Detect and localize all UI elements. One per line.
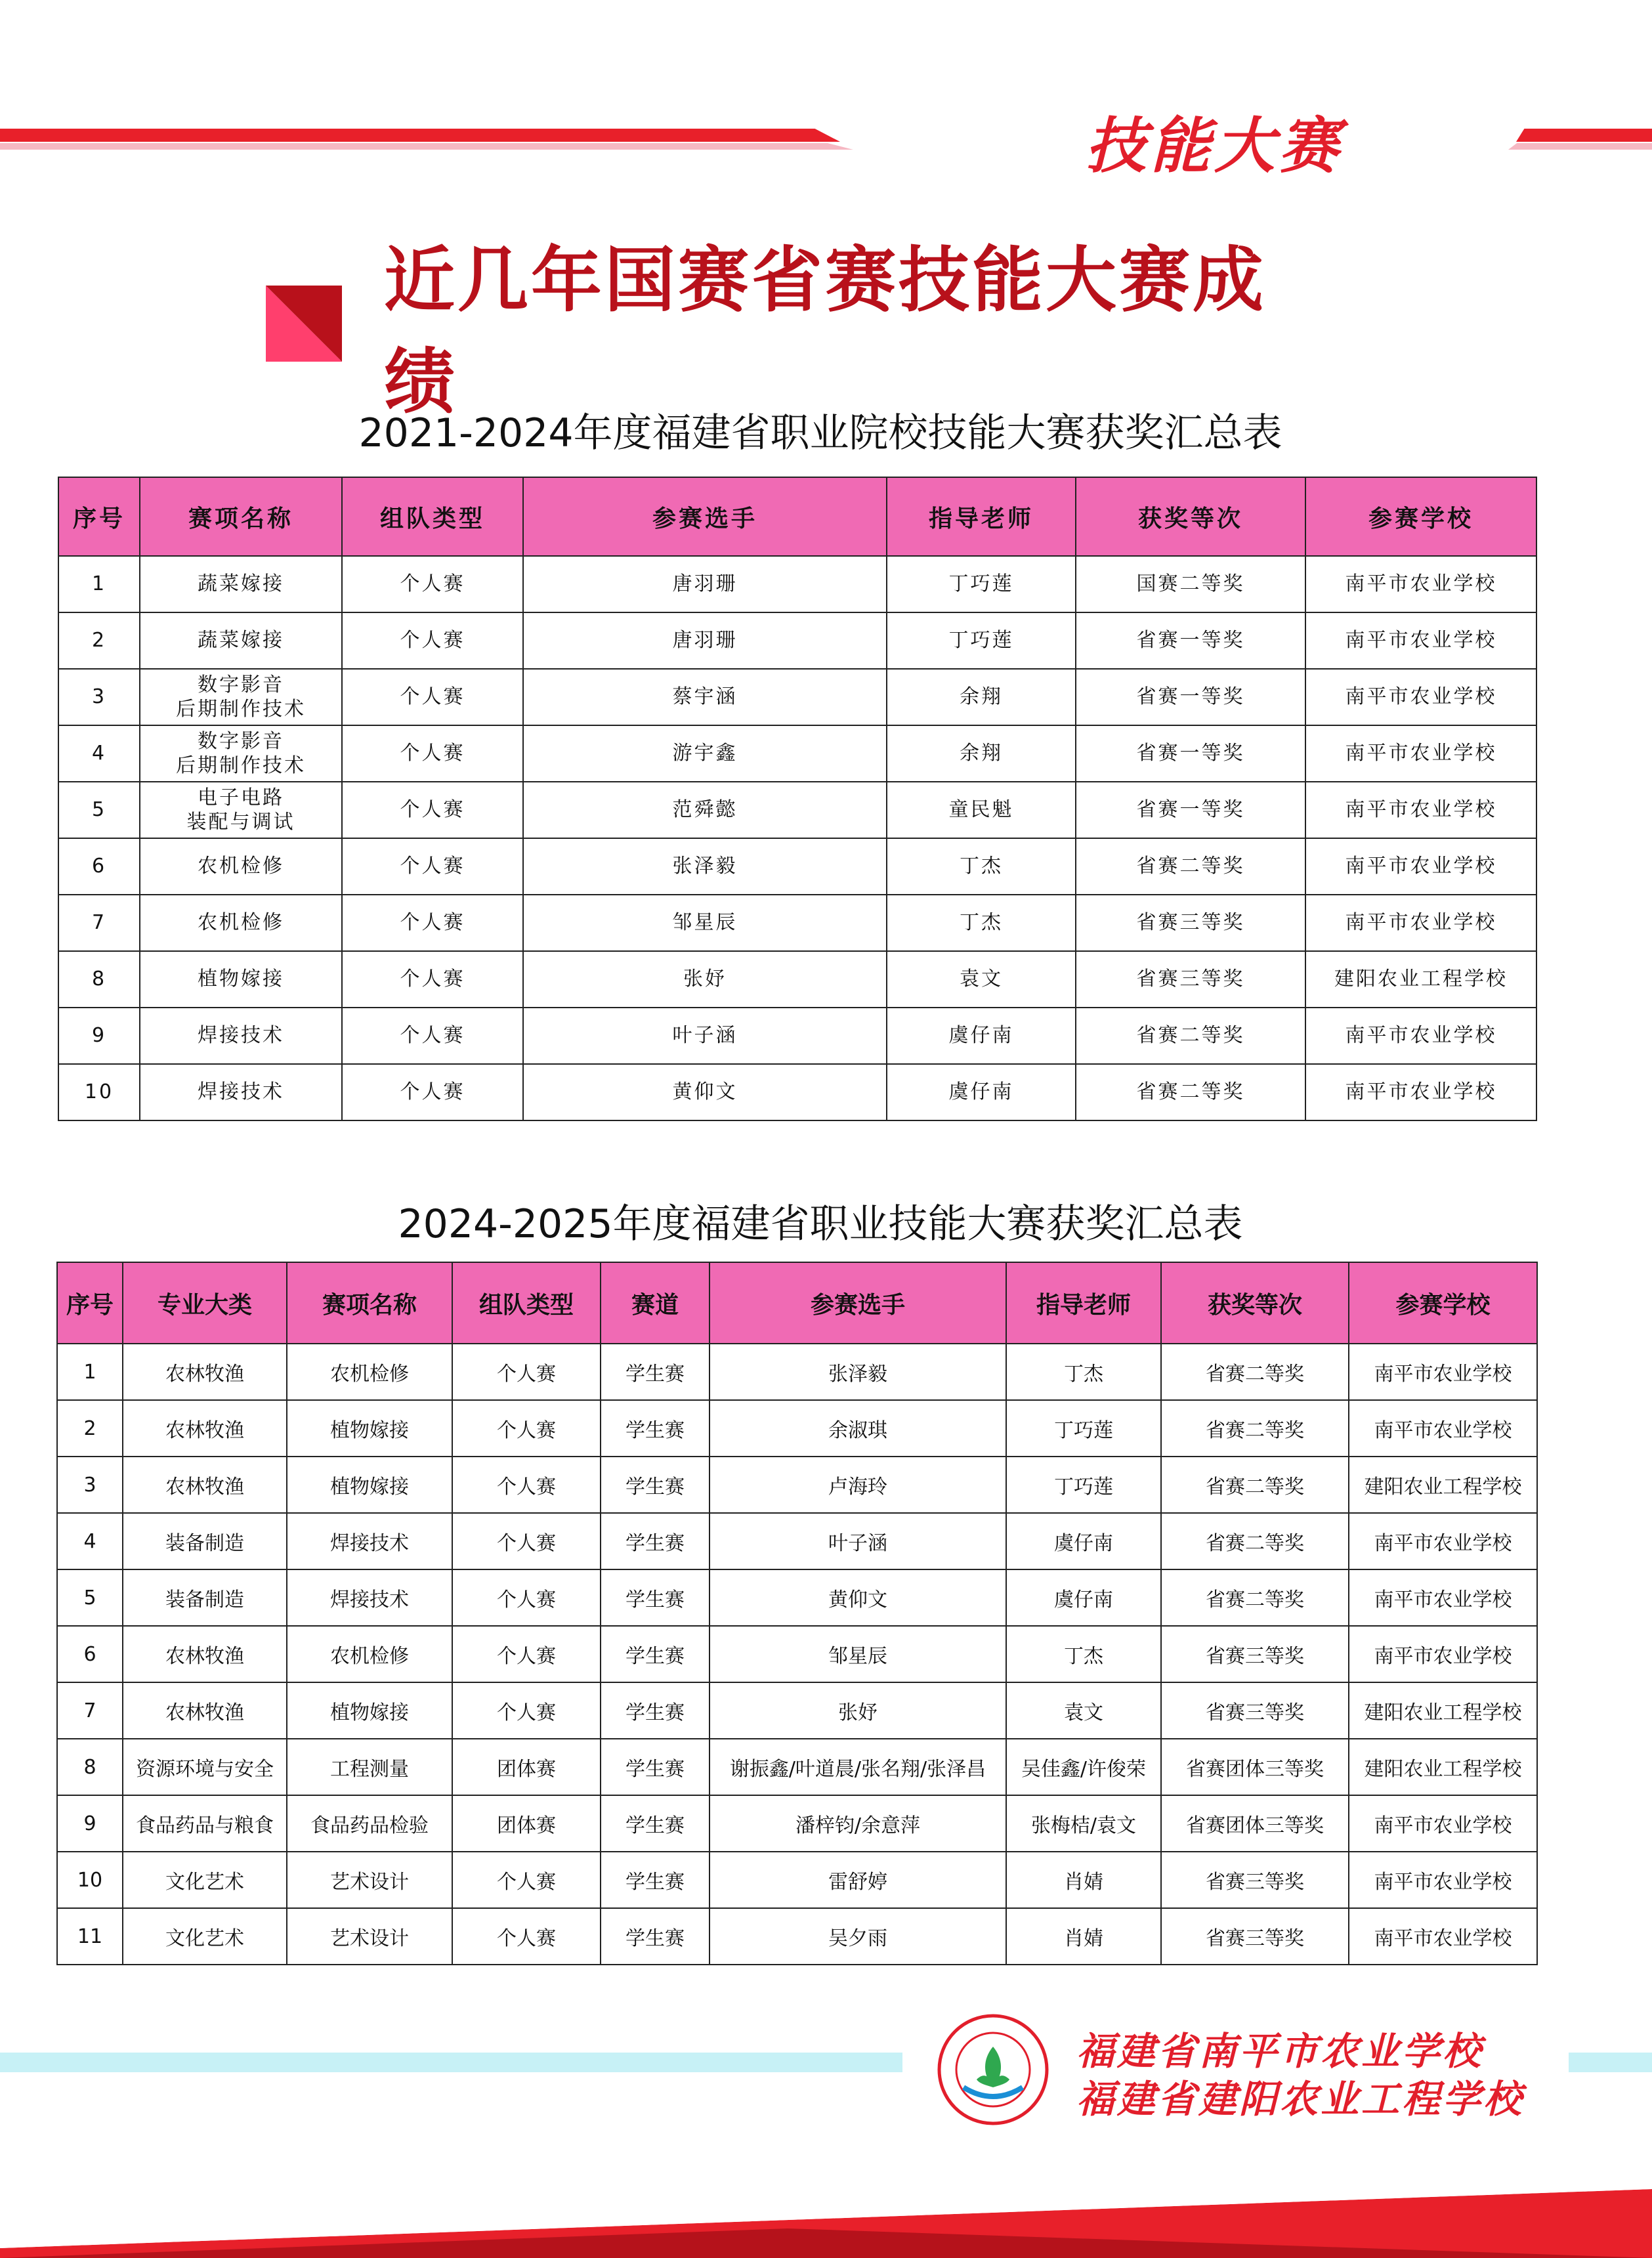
cell-award: 省赛团体三等奖 bbox=[1161, 1739, 1349, 1795]
cell-player: 游宇鑫 bbox=[523, 725, 887, 782]
cell-teacher: 吴佳鑫/许俊荣 bbox=[1006, 1739, 1161, 1795]
cell-track: 学生赛 bbox=[601, 1626, 710, 1682]
cell-player: 张泽毅 bbox=[523, 838, 887, 895]
cell-award: 省赛一等奖 bbox=[1076, 782, 1305, 838]
cell-player: 叶子涵 bbox=[523, 1008, 887, 1064]
cell-teacher: 肖婧 bbox=[1006, 1908, 1161, 1965]
cell-event: 植物嫁接 bbox=[287, 1400, 452, 1457]
cell-event: 食品药品检验 bbox=[287, 1795, 452, 1852]
table2-caption: 2024-2025年度福建省职业技能大赛获奖汇总表 bbox=[398, 1201, 1243, 1247]
cell-player: 邹星辰 bbox=[710, 1626, 1006, 1682]
cell-event-line1: 数字影音 bbox=[198, 729, 284, 753]
cell-player: 张泽毅 bbox=[710, 1344, 1006, 1400]
awards-table-2024-2025 bbox=[56, 1262, 1538, 1965]
column-header: 序号 bbox=[58, 477, 140, 556]
cell-category: 农林牧渔 bbox=[123, 1626, 287, 1682]
cell-no: 2 bbox=[58, 612, 140, 669]
cell-no: 4 bbox=[57, 1513, 123, 1569]
cell-player: 范舜懿 bbox=[523, 782, 887, 838]
cell-player: 余淑琪 bbox=[710, 1400, 1006, 1457]
cell-school: 建阳农业工程学校 bbox=[1349, 1682, 1537, 1739]
cell-school: 南平市农业学校 bbox=[1349, 1513, 1537, 1569]
bottom-stripe-left bbox=[0, 2053, 902, 2072]
cell-event-line1: 焊接技术 bbox=[198, 1080, 284, 1104]
column-header: 参赛学校 bbox=[1305, 477, 1536, 556]
cell-award: 省赛一等奖 bbox=[1076, 669, 1305, 725]
cell-track: 学生赛 bbox=[601, 1344, 710, 1400]
cell-award: 省赛二等奖 bbox=[1161, 1400, 1349, 1457]
cell-type: 个人赛 bbox=[452, 1457, 601, 1513]
cell-award: 省赛二等奖 bbox=[1161, 1457, 1349, 1513]
cell-award: 省赛三等奖 bbox=[1161, 1626, 1349, 1682]
cell-event bbox=[140, 838, 342, 895]
cell-category: 装备制造 bbox=[123, 1569, 287, 1626]
column-header: 参赛选手 bbox=[523, 477, 887, 556]
cell-event bbox=[140, 895, 342, 951]
cell-no: 9 bbox=[57, 1795, 123, 1852]
column-header: 指导老师 bbox=[887, 477, 1076, 556]
cell-event: 焊接技术 bbox=[287, 1569, 452, 1626]
cell-event-line1: 数字影音 bbox=[198, 673, 284, 696]
cell-type: 个人赛 bbox=[452, 1569, 601, 1626]
cell-player: 黄仰文 bbox=[710, 1569, 1006, 1626]
cell-event bbox=[140, 1008, 342, 1064]
cell-event bbox=[140, 951, 342, 1008]
cell-type: 团体赛 bbox=[452, 1795, 601, 1852]
cell-event-line1: 焊接技术 bbox=[198, 1024, 284, 1048]
cell-player: 卢海玲 bbox=[710, 1457, 1006, 1513]
cell-event-line2: 后期制作技术 bbox=[176, 754, 306, 777]
cell-no: 7 bbox=[58, 895, 140, 951]
cell-no: 1 bbox=[57, 1344, 123, 1400]
cell-school: 南平市农业学校 bbox=[1349, 1569, 1537, 1626]
cell-no: 10 bbox=[58, 1064, 140, 1120]
cell-player: 唐羽珊 bbox=[523, 556, 887, 612]
table-row bbox=[58, 1064, 1536, 1120]
cell-school: 南平市农业学校 bbox=[1305, 725, 1536, 782]
cell-no: 6 bbox=[57, 1626, 123, 1682]
cell-school: 南平市农业学校 bbox=[1305, 556, 1536, 612]
cell-award: 省赛二等奖 bbox=[1076, 1008, 1305, 1064]
cell-event: 焊接技术 bbox=[287, 1513, 452, 1569]
column-header: 赛项名称 bbox=[287, 1262, 452, 1344]
cell-event bbox=[140, 782, 342, 838]
cell-type: 个人赛 bbox=[342, 895, 523, 951]
cell-school: 建阳农业工程学校 bbox=[1349, 1457, 1537, 1513]
table-row bbox=[57, 1457, 1537, 1513]
cell-track: 学生赛 bbox=[601, 1908, 710, 1965]
cell-event bbox=[140, 612, 342, 669]
cell-award: 省赛二等奖 bbox=[1161, 1569, 1349, 1626]
table-row bbox=[57, 1739, 1537, 1795]
school-name-1: 福建省南平市农业学校 bbox=[1076, 2029, 1484, 2074]
cell-event bbox=[140, 1064, 342, 1120]
cell-track: 学生赛 bbox=[601, 1569, 710, 1626]
cell-event: 艺术设计 bbox=[287, 1852, 452, 1908]
awards-table-2021-2024 bbox=[58, 477, 1537, 1121]
cell-track: 学生赛 bbox=[601, 1739, 710, 1795]
column-header: 赛道 bbox=[601, 1262, 710, 1344]
cell-teacher: 肖婧 bbox=[1006, 1852, 1161, 1908]
cell-no: 10 bbox=[57, 1852, 123, 1908]
cell-event bbox=[140, 556, 342, 612]
cell-no: 7 bbox=[57, 1682, 123, 1739]
school-logo-icon bbox=[937, 2014, 1049, 2125]
cell-type: 个人赛 bbox=[452, 1908, 601, 1965]
cell-teacher: 丁巧莲 bbox=[887, 612, 1076, 669]
cell-type: 个人赛 bbox=[342, 951, 523, 1008]
cell-teacher: 余翔 bbox=[887, 725, 1076, 782]
cell-teacher: 丁巧莲 bbox=[1006, 1400, 1161, 1457]
column-header: 组队类型 bbox=[452, 1262, 601, 1344]
cell-event bbox=[140, 669, 342, 725]
table-row bbox=[57, 1626, 1537, 1682]
column-header: 赛项名称 bbox=[140, 477, 342, 556]
table1-caption: 2021-2024年度福建省职业院校技能大赛获奖汇总表 bbox=[358, 410, 1282, 456]
cell-type: 个人赛 bbox=[342, 838, 523, 895]
column-header: 指导老师 bbox=[1006, 1262, 1161, 1344]
table-row bbox=[58, 838, 1536, 895]
table-row bbox=[57, 1682, 1537, 1739]
cell-school: 南平市农业学校 bbox=[1349, 1400, 1537, 1457]
column-header: 参赛学校 bbox=[1349, 1262, 1537, 1344]
cell-school: 南平市农业学校 bbox=[1349, 1626, 1537, 1682]
cell-school: 建阳农业工程学校 bbox=[1349, 1739, 1537, 1795]
cell-player: 蔡宇涵 bbox=[523, 669, 887, 725]
table-row bbox=[58, 1008, 1536, 1064]
cell-school: 建阳农业工程学校 bbox=[1305, 951, 1536, 1008]
cell-type: 个人赛 bbox=[452, 1344, 601, 1400]
cell-type: 个人赛 bbox=[452, 1513, 601, 1569]
cell-award: 省赛二等奖 bbox=[1076, 838, 1305, 895]
table-row bbox=[58, 612, 1536, 669]
cell-teacher: 丁杰 bbox=[1006, 1626, 1161, 1682]
cell-teacher: 虞仔南 bbox=[887, 1008, 1076, 1064]
cell-type: 个人赛 bbox=[342, 1064, 523, 1120]
cell-award: 省赛三等奖 bbox=[1076, 951, 1305, 1008]
cell-no: 8 bbox=[58, 951, 140, 1008]
cell-event-line2: 装配与调试 bbox=[186, 811, 295, 834]
cell-no: 5 bbox=[58, 782, 140, 838]
cell-event: 农机检修 bbox=[287, 1344, 452, 1400]
cell-track: 学生赛 bbox=[601, 1682, 710, 1739]
cell-teacher: 丁杰 bbox=[887, 895, 1076, 951]
cell-type: 个人赛 bbox=[342, 612, 523, 669]
cell-school: 南平市农业学校 bbox=[1305, 669, 1536, 725]
cell-award: 国赛二等奖 bbox=[1076, 556, 1305, 612]
cell-teacher: 袁文 bbox=[887, 951, 1076, 1008]
section-tag-title: 技能大赛 bbox=[1085, 110, 1343, 181]
cell-award: 省赛二等奖 bbox=[1161, 1344, 1349, 1400]
cell-player: 黄仰文 bbox=[523, 1064, 887, 1120]
cell-school: 南平市农业学校 bbox=[1349, 1908, 1537, 1965]
cell-school: 南平市农业学校 bbox=[1349, 1852, 1537, 1908]
table-row bbox=[57, 1852, 1537, 1908]
cell-school: 南平市农业学校 bbox=[1305, 895, 1536, 951]
cell-category: 农林牧渔 bbox=[123, 1457, 287, 1513]
cell-type: 个人赛 bbox=[342, 782, 523, 838]
cell-teacher: 丁巧莲 bbox=[1006, 1457, 1161, 1513]
cell-no: 4 bbox=[58, 725, 140, 782]
cell-type: 个人赛 bbox=[342, 1008, 523, 1064]
cell-player: 叶子涵 bbox=[710, 1513, 1006, 1569]
cell-type: 个人赛 bbox=[452, 1682, 601, 1739]
cell-type: 团体赛 bbox=[452, 1739, 601, 1795]
cell-no: 3 bbox=[58, 669, 140, 725]
cell-award: 省赛三等奖 bbox=[1161, 1682, 1349, 1739]
table-row bbox=[58, 951, 1536, 1008]
table-row bbox=[57, 1400, 1537, 1457]
table-row bbox=[57, 1569, 1537, 1626]
cell-school: 南平市农业学校 bbox=[1305, 1064, 1536, 1120]
bottom-stripe-right bbox=[1569, 2053, 1652, 2072]
cell-track: 学生赛 bbox=[601, 1400, 710, 1457]
cell-award: 省赛三等奖 bbox=[1076, 895, 1305, 951]
cell-player: 邹星辰 bbox=[523, 895, 887, 951]
cell-track: 学生赛 bbox=[601, 1852, 710, 1908]
cell-teacher: 余翔 bbox=[887, 669, 1076, 725]
cell-teacher: 虞仔南 bbox=[1006, 1513, 1161, 1569]
cell-no: 5 bbox=[57, 1569, 123, 1626]
cell-track: 学生赛 bbox=[601, 1513, 710, 1569]
table-row bbox=[57, 1344, 1537, 1400]
cell-event-line1: 电子电路 bbox=[198, 786, 284, 809]
cell-school: 南平市农业学校 bbox=[1305, 782, 1536, 838]
cell-type: 个人赛 bbox=[452, 1852, 601, 1908]
cell-no: 2 bbox=[57, 1400, 123, 1457]
cell-award: 省赛一等奖 bbox=[1076, 725, 1305, 782]
cell-teacher: 虞仔南 bbox=[887, 1064, 1076, 1120]
cell-track: 学生赛 bbox=[601, 1795, 710, 1852]
cell-track: 学生赛 bbox=[601, 1457, 710, 1513]
cell-category: 食品药品与粮食 bbox=[123, 1795, 287, 1852]
cell-player: 吴夕雨 bbox=[710, 1908, 1006, 1965]
cell-teacher: 丁杰 bbox=[887, 838, 1076, 895]
cell-event: 艺术设计 bbox=[287, 1908, 452, 1965]
cell-school: 南平市农业学校 bbox=[1305, 1008, 1536, 1064]
cell-award: 省赛二等奖 bbox=[1076, 1064, 1305, 1120]
school-name-2: 福建省建阳农业工程学校 bbox=[1076, 2077, 1525, 2121]
cell-award: 省赛二等奖 bbox=[1161, 1513, 1349, 1569]
cell-category: 文化艺术 bbox=[123, 1852, 287, 1908]
cell-event-line1: 蔬菜嫁接 bbox=[198, 572, 284, 596]
cell-type: 个人赛 bbox=[452, 1400, 601, 1457]
cell-event bbox=[140, 725, 342, 782]
top-stripe-left bbox=[0, 129, 840, 142]
cell-category: 农林牧渔 bbox=[123, 1682, 287, 1739]
cell-event: 农机检修 bbox=[287, 1626, 452, 1682]
cell-event: 工程测量 bbox=[287, 1739, 452, 1795]
cell-event-line2: 后期制作技术 bbox=[176, 698, 306, 721]
cell-teacher: 虞仔南 bbox=[1006, 1569, 1161, 1626]
cell-award: 省赛三等奖 bbox=[1161, 1852, 1349, 1908]
table-row bbox=[58, 669, 1536, 725]
cell-category: 农林牧渔 bbox=[123, 1344, 287, 1400]
cell-school: 南平市农业学校 bbox=[1305, 838, 1536, 895]
table-row bbox=[58, 556, 1536, 612]
cell-event: 植物嫁接 bbox=[287, 1682, 452, 1739]
cell-type: 个人赛 bbox=[342, 556, 523, 612]
column-header: 参赛选手 bbox=[710, 1262, 1006, 1344]
cell-school: 南平市农业学校 bbox=[1349, 1344, 1537, 1400]
cell-player: 张妤 bbox=[523, 951, 887, 1008]
cell-award: 省赛一等奖 bbox=[1076, 612, 1305, 669]
table-row bbox=[57, 1795, 1537, 1852]
cell-school: 南平市农业学校 bbox=[1305, 612, 1536, 669]
cell-player: 张妤 bbox=[710, 1682, 1006, 1739]
cell-no: 8 bbox=[57, 1739, 123, 1795]
top-stripe-right-pink bbox=[1508, 143, 1652, 150]
cell-player: 唐羽珊 bbox=[523, 612, 887, 669]
cell-no: 1 bbox=[58, 556, 140, 612]
cell-category: 资源环境与安全 bbox=[123, 1739, 287, 1795]
column-header: 序号 bbox=[57, 1262, 123, 1344]
cell-category: 装备制造 bbox=[123, 1513, 287, 1569]
table-row bbox=[58, 895, 1536, 951]
cell-player: 谢振鑫/叶道晨/张名翔/张泽昌 bbox=[710, 1739, 1006, 1795]
cell-teacher: 袁文 bbox=[1006, 1682, 1161, 1739]
cell-teacher: 丁杰 bbox=[1006, 1344, 1161, 1400]
cell-player: 潘梓钧/余意萍 bbox=[710, 1795, 1006, 1852]
cell-award: 省赛三等奖 bbox=[1161, 1908, 1349, 1965]
cell-event-line1: 蔬菜嫁接 bbox=[198, 629, 284, 652]
top-stripe-left-pink bbox=[0, 143, 853, 150]
cell-teacher: 童民魁 bbox=[887, 782, 1076, 838]
cell-no: 11 bbox=[57, 1908, 123, 1965]
column-header: 组队类型 bbox=[342, 477, 523, 556]
cell-no: 6 bbox=[58, 838, 140, 895]
cell-event-line1: 农机检修 bbox=[198, 855, 284, 878]
cell-no: 3 bbox=[57, 1457, 123, 1513]
table-row bbox=[58, 782, 1536, 838]
page-title: 近几年国赛省赛技能大赛成绩 bbox=[384, 240, 1267, 423]
cell-category: 农林牧渔 bbox=[123, 1400, 287, 1457]
cell-type: 个人赛 bbox=[342, 669, 523, 725]
cell-no: 9 bbox=[58, 1008, 140, 1064]
table-row bbox=[58, 725, 1536, 782]
column-header: 专业大类 bbox=[123, 1262, 287, 1344]
cell-school: 南平市农业学校 bbox=[1349, 1795, 1537, 1852]
cell-event-line1: 农机检修 bbox=[198, 911, 284, 935]
table-row bbox=[57, 1908, 1537, 1965]
cell-teacher: 丁巧莲 bbox=[887, 556, 1076, 612]
cell-type: 个人赛 bbox=[452, 1626, 601, 1682]
cell-event-line1: 植物嫁接 bbox=[198, 968, 284, 991]
cell-event: 植物嫁接 bbox=[287, 1457, 452, 1513]
column-header: 获奖等次 bbox=[1161, 1262, 1349, 1344]
table-row bbox=[57, 1513, 1537, 1569]
cell-category: 文化艺术 bbox=[123, 1908, 287, 1965]
cell-award: 省赛团体三等奖 bbox=[1161, 1795, 1349, 1852]
cell-type: 个人赛 bbox=[342, 725, 523, 782]
cell-player: 雷舒婷 bbox=[710, 1852, 1006, 1908]
title-mark-icon bbox=[266, 286, 342, 362]
top-stripe-right bbox=[1516, 129, 1652, 142]
cell-teacher: 张梅桔/袁文 bbox=[1006, 1795, 1161, 1852]
column-header: 获奖等次 bbox=[1076, 477, 1305, 556]
bottom-wave-band bbox=[0, 2150, 1652, 2258]
